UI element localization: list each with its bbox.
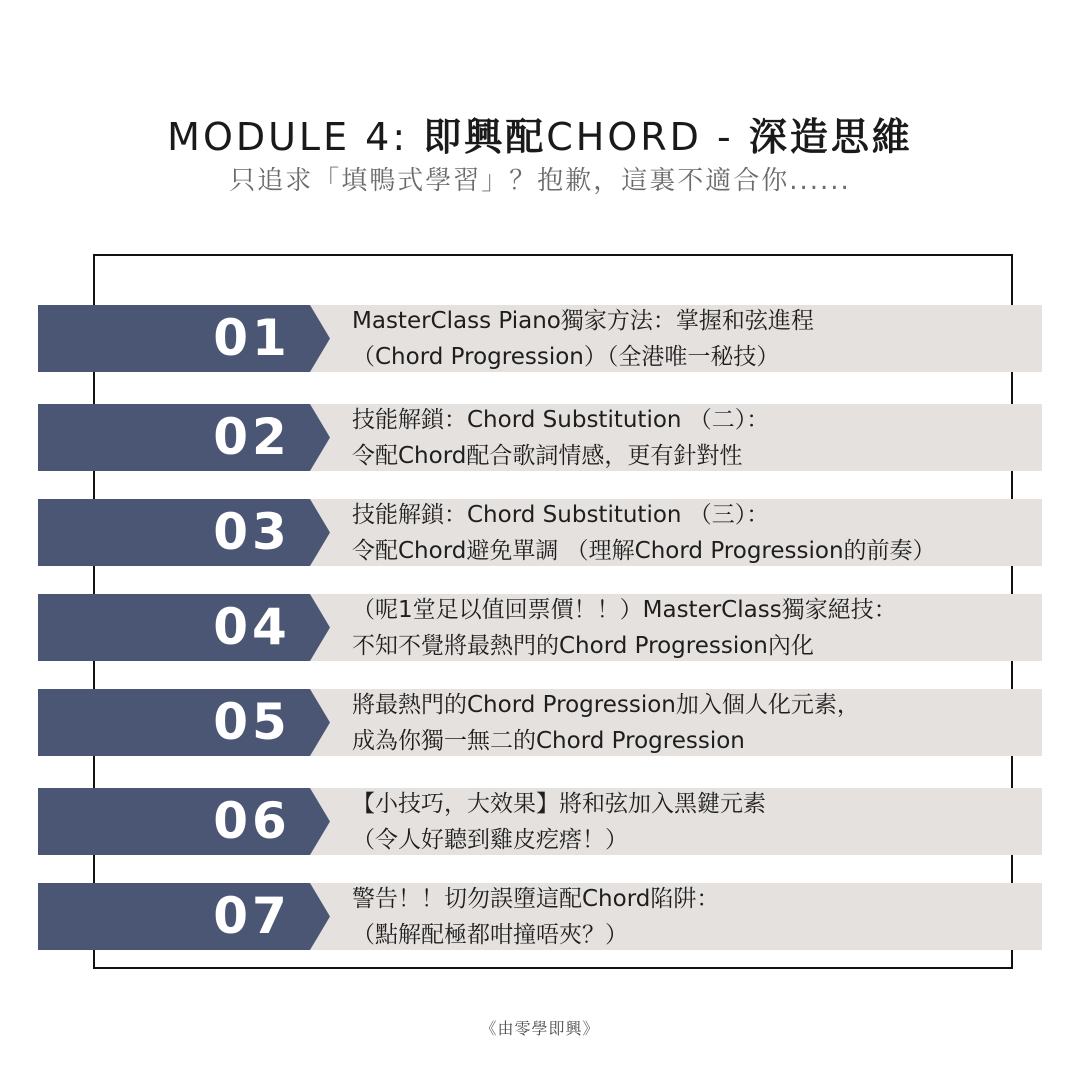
item-line-2: 成為你獨一無二的Chord Progression <box>352 728 745 754</box>
item-line-2: （令人好聽到雞皮疙瘩！） <box>352 827 628 853</box>
item-line-2: 令配Chord配合歌詞情感，更有針對性 <box>352 443 743 469</box>
list-item-02 <box>38 404 1042 471</box>
item-line-1: 技能解鎖：Chord Substitution （二）： <box>352 407 770 433</box>
item-number: 01 <box>213 309 291 367</box>
item-line-1: 警告！！切勿誤墮這配Chord陷阱： <box>352 886 720 912</box>
item-number: 05 <box>213 693 291 751</box>
item-number: 04 <box>213 598 291 656</box>
page-subtitle: 只追求「填鴨式學習」？抱歉，這裏不適合你...... <box>229 166 851 196</box>
item-text <box>352 402 769 474</box>
page-title <box>0 106 1080 161</box>
list-item-04 <box>38 594 1042 661</box>
title-advanced: 深造思維 <box>748 115 913 159</box>
title-module: MODULE 4: <box>167 115 424 159</box>
item-text <box>352 303 814 375</box>
item-number: 03 <box>213 503 291 561</box>
item-number: 07 <box>213 887 291 945</box>
item-text <box>352 592 897 664</box>
list-item-05 <box>38 689 1042 756</box>
list-item-07 <box>38 883 1042 950</box>
item-line-2: （Chord Progression）（全港唯一秘技） <box>352 344 780 370</box>
title-chord: CHORD - <box>546 115 749 159</box>
item-line-1: 將最熱門的Chord Progression加入個人化元素， <box>352 692 860 718</box>
item-text <box>352 786 766 858</box>
footer-course-name: 《由零學即興》 <box>480 1019 600 1038</box>
item-line-1: 【小技巧，大效果】將和弦加入黑鍵元素 <box>352 791 766 817</box>
list-item-06 <box>38 788 1042 855</box>
list-item-03 <box>38 499 1042 566</box>
item-number: 02 <box>213 408 291 466</box>
item-number: 06 <box>213 792 291 850</box>
list-item-01 <box>38 305 1042 372</box>
item-line-2: 不知不覺將最熱門的Chord Progression內化 <box>352 633 814 659</box>
item-line-2: （點解配極都咁撞唔夾？） <box>352 922 628 948</box>
title-improv: 即興配 <box>423 115 547 159</box>
item-text <box>352 687 860 759</box>
item-text <box>352 881 719 953</box>
item-line-1: （呢1堂足以值回票價！！）MasterClass獨家絕技： <box>352 597 897 623</box>
item-line-2: 令配Chord避免單調 （理解Chord Progression的前奏） <box>352 538 936 564</box>
item-text <box>352 497 936 569</box>
item-line-1: 技能解鎖：Chord Substitution （三）： <box>352 502 770 528</box>
item-line-1: MasterClass Piano獨家方法：掌握和弦進程 <box>352 308 814 334</box>
